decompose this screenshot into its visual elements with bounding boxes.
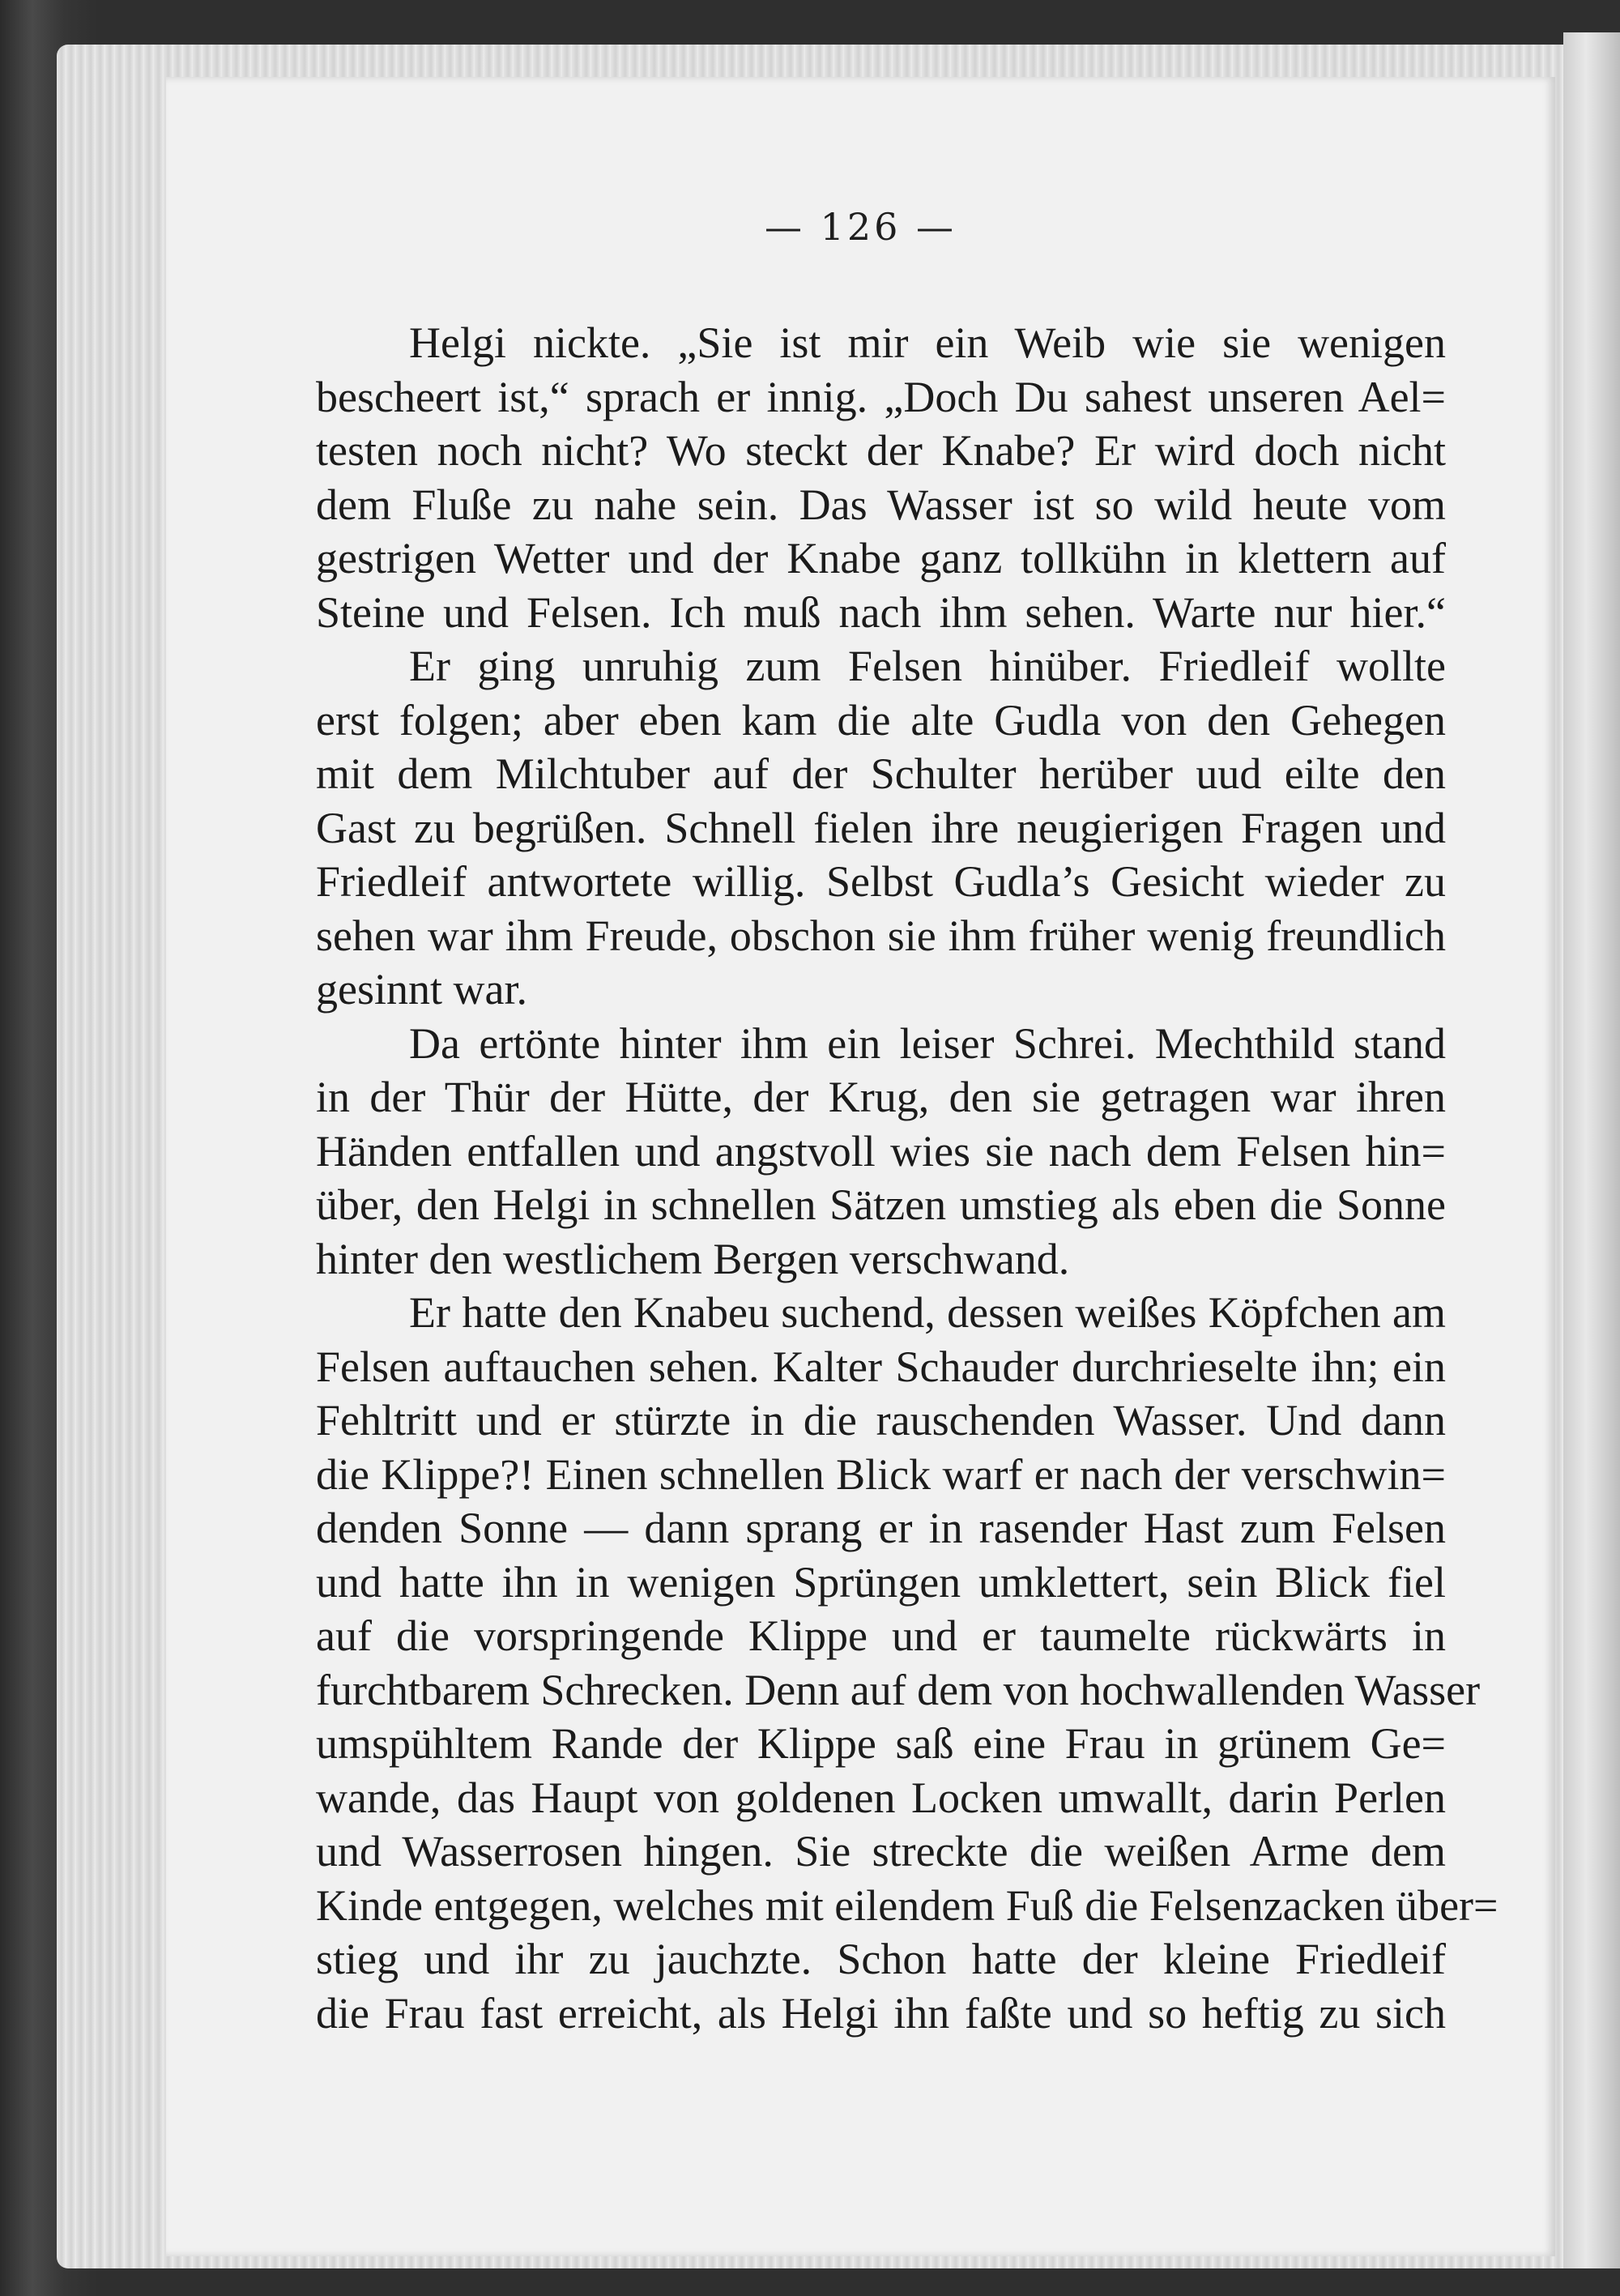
text-line: und Wasserrosen hingen. Sie streckte die weißen Arme dem [316, 1827, 1446, 1876]
text-line: mit dem Milchtuber auf der Schulter herüber uud eilte den [316, 749, 1446, 798]
text-line: sehen war ihm Freude, obschon sie ihm früher wenig freundlich [316, 911, 1446, 960]
body-text [316, 316, 1498, 2040]
text-line: denden Sonne — dann sprang er in rasender Hast zum Felsen [316, 1504, 1446, 1552]
text-line: gestrigen Wetter und der Knabe ganz tollkühn in klettern auf [316, 534, 1446, 583]
text-line: Er ging unruhig zum Felsen hinüber. Friedleif wollte [409, 642, 1446, 690]
text-line: umspühltem Rande der Klippe saß eine Frau in grünem Ge= [316, 1719, 1446, 1768]
text-line: wande, das Haupt von goldenen Locken umwallt, darin Perlen [316, 1773, 1446, 1822]
text-line: die Frau fast erreicht, als Helgi ihn faßte und so heftig zu sich [316, 1988, 1446, 2038]
text-line: in der Thür der Hütte, der Krug, den sie getragen war ihren [316, 1073, 1446, 1121]
text-line: Steine und Felsen. Ich muß nach ihm sehen. Warte nur hier.“ [316, 587, 1446, 637]
next-page-edge [1563, 32, 1620, 2268]
text-line: furchtbarem Schrecken. Denn auf dem von hochwallenden Wasser [316, 1665, 1481, 1714]
text-line: Er hatte den Knabeu suchend, dessen weißes Köpfchen am [409, 1288, 1446, 1337]
paragraph-4 [316, 1286, 1498, 2040]
text-line: über, den Helgi in schnellen Sätzen umstieg als eben die Sonne [316, 1180, 1446, 1229]
text-line: Fehltritt und er stürzte in die rauschenden Wasser. Und dann [316, 1396, 1446, 1445]
text-line: und hatte ihn in wenigen Sprüngen umklettert, sein Blick fiel [316, 1557, 1446, 1607]
text-line: dem Fluße zu nahe sein. Das Wasser ist so wild heute vom [316, 480, 1446, 529]
text-line: bescheert ist,“ sprach er innig. „Doch Du sahest unseren Ael= [316, 372, 1446, 421]
text-line: Gast zu begrüßen. Schnell fielen ihre neugierigen Fragen und [316, 803, 1446, 852]
paragraph-3 [316, 1017, 1446, 1287]
text-line: testen noch nicht? Wo steckt der Knabe? Er wird doch nicht [316, 426, 1446, 475]
paragraph-1 [316, 316, 1446, 639]
page-number: — 126 — [764, 205, 957, 249]
text-line: Helgi nickte. „Sie ist mir ein Weib wie sie wenigen [409, 318, 1446, 367]
text-line: auf die vorspringende Klippe und er taumelte rückwärts in [316, 1611, 1446, 1660]
paragraph-2 [316, 639, 1446, 1017]
text-line: erst folgen; aber eben kam die alte Gudla von den Gehegen [316, 695, 1446, 745]
text-line: Da ertönte hinter ihm ein leiser Schrei. Mechthild stand [409, 1018, 1446, 1068]
text-line: Friedleif antwortete willig. Selbst Gudla’s Gesicht wieder zu [316, 857, 1446, 906]
text-line: Kinde entgegen, welches mit eilendem Fuß die Felsenzacken über= [316, 1880, 1498, 1930]
text-line: stieg und ihr zu jauchzte. Schon hatte der kleine Friedleif [316, 1935, 1446, 1983]
text-line: Händen entfallen und angstvoll wies sie nach dem Felsen hin= [316, 1126, 1446, 1176]
text-line: gesinnt war. [316, 965, 527, 1014]
text-line: die Klippe?! Einen schnellen Blick warf er nach der verschwin= [316, 1449, 1446, 1499]
text-line: Felsen auftauchen sehen. Kalter Schauder durchrieselte ihn; ein [316, 1342, 1446, 1391]
book-page [166, 77, 1555, 2256]
text-line: hinter den westlichem Bergen verschwand. [316, 1234, 1070, 1283]
